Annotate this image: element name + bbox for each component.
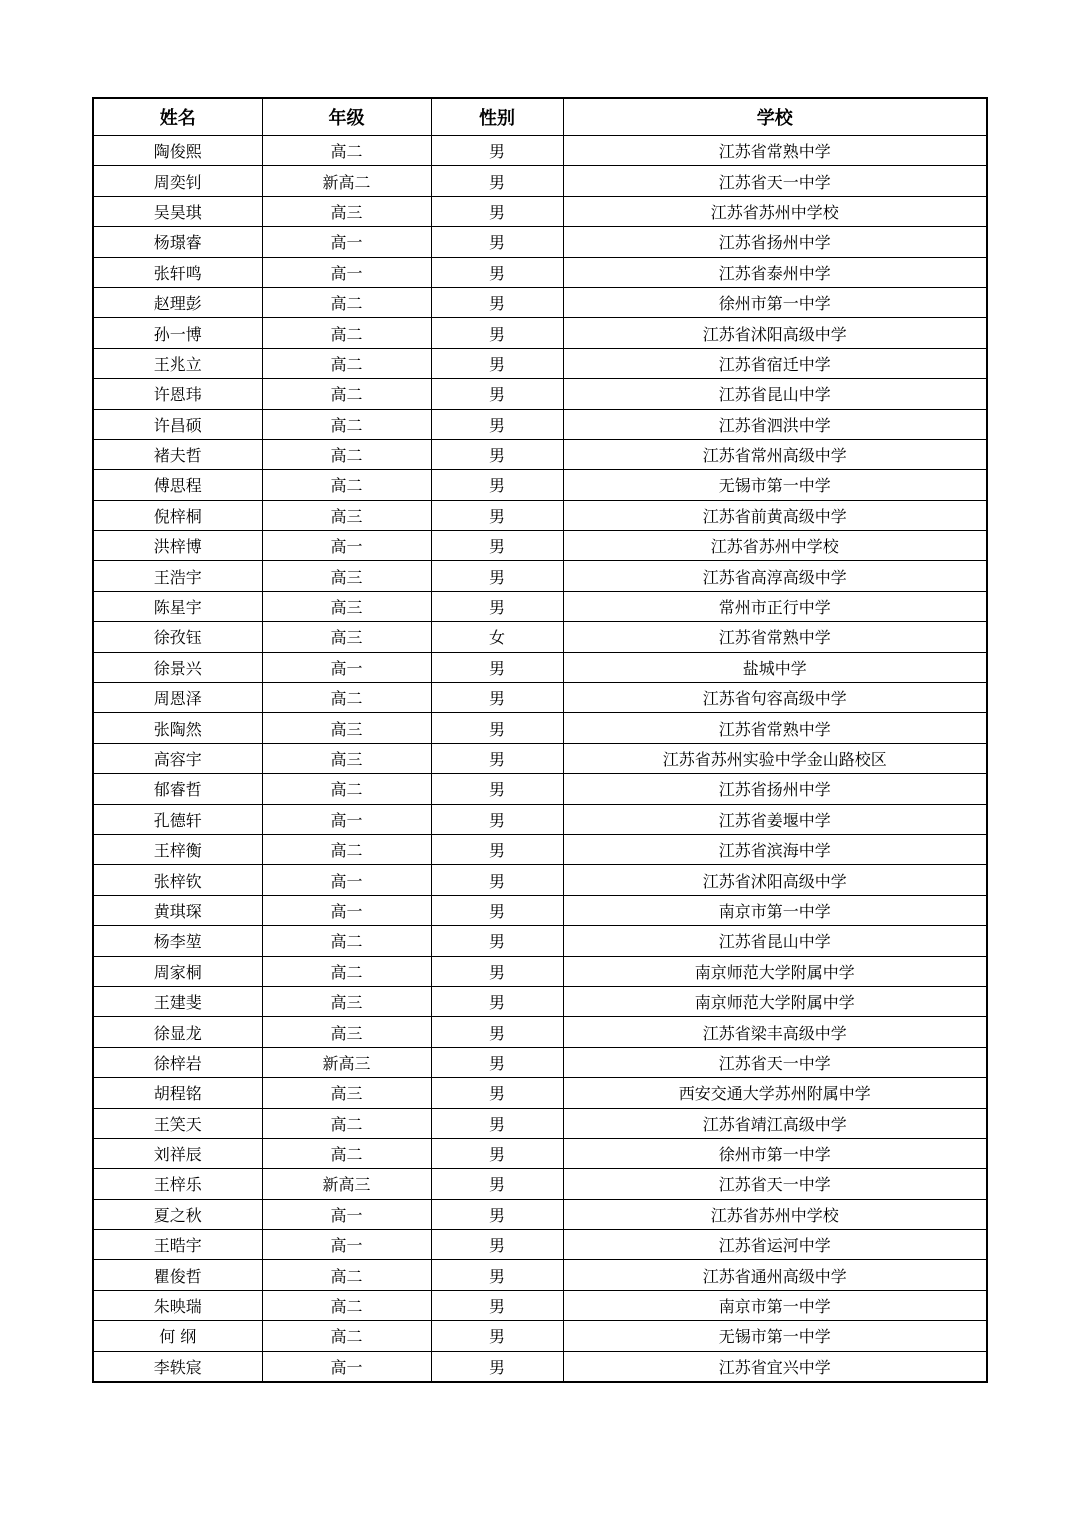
cell-grade: 高二	[262, 136, 431, 166]
cell-grade: 高三	[262, 986, 431, 1016]
cell-grade: 高二	[262, 287, 431, 317]
table-row	[93, 136, 987, 166]
table-row	[93, 409, 987, 439]
cell-school: 江苏省昆山中学	[563, 379, 987, 409]
cell-gender: 男	[431, 591, 563, 621]
table-row	[93, 743, 987, 773]
cell-school: 徐州市第一中学	[563, 1138, 987, 1168]
cell-name: 张陶然	[93, 713, 262, 743]
table-row	[93, 804, 987, 834]
table-row	[93, 1138, 987, 1168]
cell-grade: 高一	[262, 865, 431, 895]
cell-school: 江苏省姜堰中学	[563, 804, 987, 834]
cell-name: 夏之秋	[93, 1199, 262, 1229]
cell-name: 王兆立	[93, 348, 262, 378]
table-row	[93, 652, 987, 682]
cell-gender: 男	[431, 136, 563, 166]
cell-gender: 女	[431, 622, 563, 652]
cell-school: 江苏省宿迁中学	[563, 348, 987, 378]
cell-name: 朱映瑞	[93, 1290, 262, 1320]
table-row	[93, 1351, 987, 1382]
cell-name: 王梓衡	[93, 834, 262, 864]
table-row	[93, 1290, 987, 1320]
cell-gender: 男	[431, 926, 563, 956]
cell-school: 江苏省苏州实验中学金山路校区	[563, 743, 987, 773]
cell-school: 江苏省梁丰高级中学	[563, 1017, 987, 1047]
cell-school: 江苏省沭阳高级中学	[563, 318, 987, 348]
cell-school: 江苏省靖江高级中学	[563, 1108, 987, 1138]
cell-gender: 男	[431, 652, 563, 682]
cell-grade: 高一	[262, 652, 431, 682]
student-roster-table	[92, 97, 988, 1383]
cell-gender: 男	[431, 1290, 563, 1320]
header-grade: 年级	[262, 98, 431, 136]
cell-grade: 高二	[262, 1108, 431, 1138]
cell-gender: 男	[431, 1108, 563, 1138]
table-row	[93, 1230, 987, 1260]
table-row	[93, 439, 987, 469]
cell-gender: 男	[431, 227, 563, 257]
cell-grade: 高一	[262, 895, 431, 925]
cell-name: 刘祥辰	[93, 1138, 262, 1168]
cell-school: 江苏省天一中学	[563, 1047, 987, 1077]
cell-name: 徐梓岩	[93, 1047, 262, 1077]
cell-name: 徐孜钰	[93, 622, 262, 652]
cell-gender: 男	[431, 1078, 563, 1108]
table-row	[93, 1078, 987, 1108]
cell-gender: 男	[431, 895, 563, 925]
cell-grade: 新高三	[262, 1047, 431, 1077]
cell-name: 何 纲	[93, 1321, 262, 1351]
table-row	[93, 683, 987, 713]
cell-name: 倪梓桐	[93, 500, 262, 530]
cell-school: 江苏省常熟中学	[563, 713, 987, 743]
cell-gender: 男	[431, 1138, 563, 1168]
cell-school: 无锡市第一中学	[563, 1321, 987, 1351]
cell-grade: 高三	[262, 196, 431, 226]
cell-gender: 男	[431, 743, 563, 773]
cell-grade: 高三	[262, 1017, 431, 1047]
cell-school: 南京师范大学附属中学	[563, 956, 987, 986]
table-row	[93, 561, 987, 591]
cell-name: 傅思程	[93, 470, 262, 500]
table-row	[93, 1047, 987, 1077]
cell-school: 江苏省昆山中学	[563, 926, 987, 956]
cell-gender: 男	[431, 1199, 563, 1229]
cell-name: 黄琪琛	[93, 895, 262, 925]
cell-name: 张轩鸣	[93, 257, 262, 287]
cell-name: 杨李堃	[93, 926, 262, 956]
cell-name: 徐显龙	[93, 1017, 262, 1047]
cell-name: 褚夫哲	[93, 439, 262, 469]
cell-name: 洪梓博	[93, 531, 262, 561]
cell-grade: 高二	[262, 1260, 431, 1290]
cell-grade: 高二	[262, 926, 431, 956]
cell-name: 吴昊琪	[93, 196, 262, 226]
cell-name: 王浩宇	[93, 561, 262, 591]
cell-school: 江苏省常熟中学	[563, 136, 987, 166]
table-row	[93, 1017, 987, 1047]
cell-gender: 男	[431, 409, 563, 439]
cell-school: 西安交通大学苏州附属中学	[563, 1078, 987, 1108]
cell-school: 江苏省天一中学	[563, 166, 987, 196]
cell-grade: 高三	[262, 500, 431, 530]
cell-school: 江苏省滨海中学	[563, 834, 987, 864]
cell-gender: 男	[431, 956, 563, 986]
cell-gender: 男	[431, 683, 563, 713]
cell-gender: 男	[431, 774, 563, 804]
table-row	[93, 470, 987, 500]
cell-name: 周家桐	[93, 956, 262, 986]
table-row	[93, 318, 987, 348]
table-body	[93, 136, 987, 1383]
cell-gender: 男	[431, 1321, 563, 1351]
cell-grade: 高二	[262, 956, 431, 986]
table-row	[93, 1199, 987, 1229]
cell-gender: 男	[431, 196, 563, 226]
table-row	[93, 166, 987, 196]
cell-school: 江苏省句容高级中学	[563, 683, 987, 713]
table-row	[93, 287, 987, 317]
cell-gender: 男	[431, 500, 563, 530]
cell-gender: 男	[431, 1260, 563, 1290]
cell-grade: 高三	[262, 1078, 431, 1108]
cell-grade: 高一	[262, 1351, 431, 1382]
header-row	[93, 98, 987, 136]
cell-grade: 高三	[262, 561, 431, 591]
cell-grade: 高三	[262, 622, 431, 652]
cell-gender: 男	[431, 834, 563, 864]
cell-school: 江苏省高淳高级中学	[563, 561, 987, 591]
cell-gender: 男	[431, 287, 563, 317]
cell-name: 王梓乐	[93, 1169, 262, 1199]
cell-gender: 男	[431, 986, 563, 1016]
cell-grade: 高一	[262, 804, 431, 834]
cell-grade: 高二	[262, 1138, 431, 1168]
cell-gender: 男	[431, 1017, 563, 1047]
cell-school: 江苏省运河中学	[563, 1230, 987, 1260]
cell-grade: 高二	[262, 1321, 431, 1351]
table-row	[93, 895, 987, 925]
cell-school: 常州市正行中学	[563, 591, 987, 621]
table-row	[93, 834, 987, 864]
cell-gender: 男	[431, 804, 563, 834]
cell-name: 王建斐	[93, 986, 262, 1016]
cell-gender: 男	[431, 470, 563, 500]
cell-school: 江苏省泰州中学	[563, 257, 987, 287]
cell-school: 江苏省扬州中学	[563, 774, 987, 804]
table-row	[93, 622, 987, 652]
cell-gender: 男	[431, 166, 563, 196]
cell-grade: 高二	[262, 774, 431, 804]
cell-name: 徐景兴	[93, 652, 262, 682]
cell-name: 许恩玮	[93, 379, 262, 409]
table-row	[93, 1108, 987, 1138]
cell-gender: 男	[431, 257, 563, 287]
cell-school: 江苏省扬州中学	[563, 227, 987, 257]
cell-school: 江苏省通州高级中学	[563, 1260, 987, 1290]
header-name: 姓名	[93, 98, 262, 136]
cell-school: 南京市第一中学	[563, 895, 987, 925]
cell-school: 江苏省沭阳高级中学	[563, 865, 987, 895]
table-row	[93, 500, 987, 530]
cell-gender: 男	[431, 318, 563, 348]
cell-name: 赵理彭	[93, 287, 262, 317]
cell-gender: 男	[431, 379, 563, 409]
cell-grade: 新高二	[262, 166, 431, 196]
cell-grade: 高二	[262, 1290, 431, 1320]
table-row	[93, 986, 987, 1016]
cell-grade: 高一	[262, 531, 431, 561]
cell-gender: 男	[431, 531, 563, 561]
cell-name: 高容宇	[93, 743, 262, 773]
cell-name: 王笑天	[93, 1108, 262, 1138]
cell-gender: 男	[431, 865, 563, 895]
cell-school: 江苏省苏州中学校	[563, 196, 987, 226]
cell-grade: 高三	[262, 591, 431, 621]
cell-grade: 新高三	[262, 1169, 431, 1199]
cell-school: 无锡市第一中学	[563, 470, 987, 500]
cell-name: 陶俊熙	[93, 136, 262, 166]
cell-grade: 高二	[262, 439, 431, 469]
table-row	[93, 713, 987, 743]
cell-name: 胡程铭	[93, 1078, 262, 1108]
cell-gender: 男	[431, 1351, 563, 1382]
table-header	[93, 98, 987, 136]
cell-gender: 男	[431, 1230, 563, 1260]
cell-gender: 男	[431, 1047, 563, 1077]
table-row	[93, 774, 987, 804]
cell-school: 江苏省常州高级中学	[563, 439, 987, 469]
cell-grade: 高三	[262, 743, 431, 773]
cell-grade: 高二	[262, 379, 431, 409]
cell-name: 孔德轩	[93, 804, 262, 834]
cell-grade: 高二	[262, 683, 431, 713]
table-row	[93, 379, 987, 409]
table-row	[93, 591, 987, 621]
cell-school: 南京师范大学附属中学	[563, 986, 987, 1016]
cell-school: 江苏省苏州中学校	[563, 1199, 987, 1229]
cell-school: 江苏省苏州中学校	[563, 531, 987, 561]
cell-grade: 高一	[262, 227, 431, 257]
table-row	[93, 1321, 987, 1351]
cell-school: 江苏省常熟中学	[563, 622, 987, 652]
cell-grade: 高三	[262, 713, 431, 743]
table-row	[93, 865, 987, 895]
cell-grade: 高二	[262, 318, 431, 348]
cell-name: 杨璟睿	[93, 227, 262, 257]
cell-school: 江苏省宜兴中学	[563, 1351, 987, 1382]
cell-grade: 高二	[262, 834, 431, 864]
cell-school: 江苏省天一中学	[563, 1169, 987, 1199]
table-row	[93, 531, 987, 561]
cell-grade: 高一	[262, 1230, 431, 1260]
cell-school: 南京市第一中学	[563, 1290, 987, 1320]
cell-grade: 高二	[262, 409, 431, 439]
cell-grade: 高二	[262, 470, 431, 500]
table-row	[93, 348, 987, 378]
cell-name: 李轶宸	[93, 1351, 262, 1382]
cell-school: 江苏省泗洪中学	[563, 409, 987, 439]
table-row	[93, 196, 987, 226]
cell-name: 郁睿哲	[93, 774, 262, 804]
cell-school: 盐城中学	[563, 652, 987, 682]
cell-grade: 高二	[262, 348, 431, 378]
cell-school: 徐州市第一中学	[563, 287, 987, 317]
cell-gender: 男	[431, 713, 563, 743]
cell-name: 周恩泽	[93, 683, 262, 713]
cell-name: 陈星宇	[93, 591, 262, 621]
table-row	[93, 227, 987, 257]
cell-name: 周奕钊	[93, 166, 262, 196]
cell-name: 孙一博	[93, 318, 262, 348]
cell-school: 江苏省前黄高级中学	[563, 500, 987, 530]
cell-gender: 男	[431, 439, 563, 469]
cell-grade: 高一	[262, 1199, 431, 1229]
header-gender: 性别	[431, 98, 563, 136]
cell-gender: 男	[431, 1169, 563, 1199]
cell-name: 许昌硕	[93, 409, 262, 439]
table-row	[93, 1169, 987, 1199]
cell-grade: 高一	[262, 257, 431, 287]
table-row	[93, 926, 987, 956]
table-row	[93, 257, 987, 287]
cell-gender: 男	[431, 348, 563, 378]
cell-name: 王晧宇	[93, 1230, 262, 1260]
cell-name: 瞿俊哲	[93, 1260, 262, 1290]
table-row	[93, 1260, 987, 1290]
table-row	[93, 956, 987, 986]
cell-gender: 男	[431, 561, 563, 591]
header-school: 学校	[563, 98, 987, 136]
cell-name: 张梓钦	[93, 865, 262, 895]
